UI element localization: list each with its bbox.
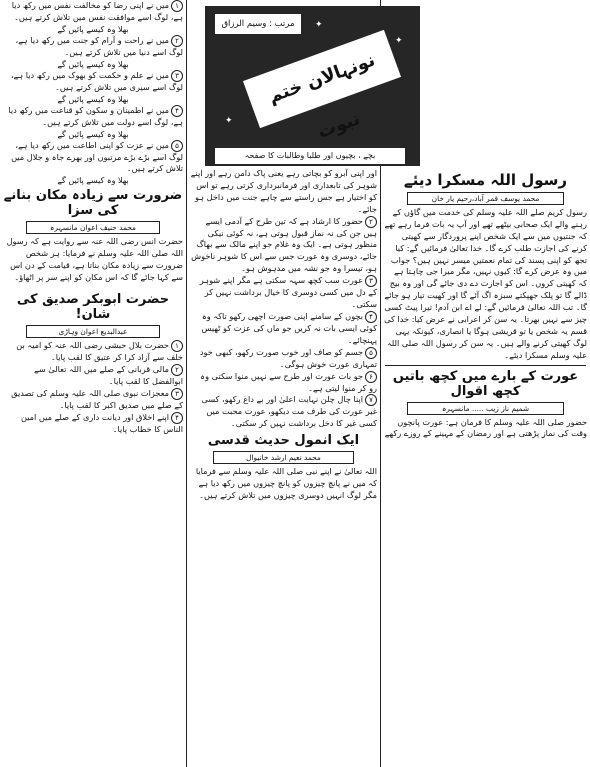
five-things-list	[0, 0, 186, 185]
star-icon: ✦	[225, 116, 233, 126]
article-body: رسول کریم صلے اللہ علیہ وسلم کی خدمت میں گاؤں کے رہنے والے ایک صحابی بیٹھے تھے اور آپ یہ بات فرما رہے تھے کہ جنتیوں میں سے ایک شخص اپنے پروردگار سے کھیتی کرنے کی اجازت طلب کرے گا۔ خدا تعالیٰ فرمائیں گے: کیا تجھ کو اپنی پسند کی تمام نعمتیں میسر نہیں ہیں؟ جواب میں وہ عرض کرے گا: کیوں نہیں، مگر میرا جی چاہتا ہے کہ کھیتی کروں۔ اس کو اجازت دے دی جائے گی اور وہ بیج ڈالے گا تو پلک جھپکتے سبزہ اگ آئے گا اور کھیت تیار ہو جائے گا۔ تب اللہ تعالیٰ فرمائیں گے: لے اے ابن آدم! تیرا پیٹ کسی چیز سے نہیں بھرتا۔ یہ سن کر اعرابی نے عرض کیا: خدا کی قسم یہ شخص یا تو قریشی ہوگا یا انصاری، کیونکہ یہی لوگ کھیتی کرنے والے ہیں۔ یہ سن کر رسول اللہ صلی اللہ علیہ وسلم مسکرا دیئے۔	[384, 207, 587, 360]
item-number: ۶	[365, 371, 377, 383]
list-item	[3, 364, 183, 388]
item-text: عورت سب کچھ سہہ سکتی ہے مگر اپنے شوہر کے دل میں کسی دوسری کا خیال برداشت نہیں کر سکتی۔	[199, 275, 377, 310]
item-text: اپنے اخلاق اور دیانت داری کے صلے میں امین الناس کا خطاب پایا۔	[20, 411, 183, 434]
byline: عبدالبدیع اعوان وہاڑی	[26, 325, 160, 338]
list-item	[3, 140, 183, 176]
item-number: ۳	[171, 70, 183, 82]
item-text: میں نے اطمینان و سکون کو قناعت میں رکھ دیا ہے، لوگ اسے دولت میں تلاش کرتے ہیں۔	[8, 104, 183, 127]
item-text: معجزات نبوی صلی اللہ علیہ وسلم کی تصدیق کے صلے میں صدیق اکبر کا لقب پایا۔	[11, 387, 183, 410]
item-text: جسم کو صاف اور خوب صورت رکھو، کبھی خود تمہاری عورت خوش ہوگی۔	[199, 346, 377, 369]
article-body: حضرت انس رضی اللہ عنہ سے روایت ہے کہ رسول اللہ صلی اللہ علیہ وسلم نے فرمایا: ہر شخص ضرورت سے زیادہ مکان بناتا ہے، قیامت کے دن اس سے کہا جائے گا کہ اس مکان کو اپنے سر پر اٹھاؤ۔	[6, 236, 183, 283]
item-number: ۴	[171, 105, 183, 117]
divider	[385, 365, 586, 366]
refrain: بھلا وہ کیسے پائیں گے	[57, 24, 129, 34]
item-text: میں نے راحت و آرام کو جنت میں رکھ دیا ہے، لوگ اسے دنیا میں تلاش کرتے ہیں۔	[15, 34, 183, 57]
masthead	[205, 6, 420, 166]
article-body: اللہ تعالیٰ نے اپنے نبی صلی اللہ علیہ وسلم سے فرمایا کہ میں نے پانچ چیزوں کو پانچ چیزوں میں رکھ دیا ہے مگر لوگ انہیں دوسری چیزوں میں تلاش کرتے ہیں۔	[195, 466, 377, 501]
item-number: ۲	[171, 35, 183, 47]
intro-text: اور اپنی آبرو کو بچاتی رہے یعنی پاک دامن رہے اور اپنے شوہر کی تابعداری اور فرمانبرداری کرتی رہے تو اس کو اختیار ہے جس راستے سے چاہے جنت میں داخل ہو جائے۔	[190, 168, 377, 214]
item-number: ۲	[365, 216, 377, 228]
list-item	[3, 70, 183, 94]
masthead-editor: مرتب : وسیم الرزاق	[215, 14, 301, 34]
refrain: بھلا وہ کیسے پائیں گے	[57, 94, 129, 104]
item-text: بچوں کے سامنے اپنی صورت اچھی رکھو تاکہ وہ کوئی ایسی بات نہ کریں جو ماں کی عزت کو ٹھیس پہنچائے۔	[201, 310, 377, 345]
star-icon: ✦	[395, 36, 403, 46]
list-item	[190, 371, 377, 395]
item-number: ۱	[171, 340, 183, 352]
item-number: ۵	[365, 347, 377, 359]
item-number: ۳	[171, 388, 183, 400]
column-left	[0, 0, 187, 767]
refrain: بھلا وہ کیسے پائیں گے	[57, 59, 129, 69]
list-item	[190, 347, 377, 371]
item-number: ۷	[365, 394, 377, 406]
list-item	[3, 105, 183, 129]
item-number: ۵	[171, 140, 183, 152]
article-title-house-punishment: ضرورت سے زیادہ مکان بنانے کی سزا	[3, 188, 183, 219]
star-icon: ✦	[315, 20, 323, 30]
item-number: ۳	[365, 275, 377, 287]
masthead-tagline: بچے ، بچیوں اور طلبا وطالبات کا صفحہ	[215, 148, 405, 164]
list-item	[3, 388, 183, 412]
byline: محمد حنیف اعوان مانسہرہ	[26, 221, 160, 234]
item-text: اپنا چال چلن نہایت اعلیٰ اور بے داغ رکھو، کسی غیر عورت کی طرف مت دیکھو، عورت محبت میں کسی غیر کا دخل برداشت نہیں کر سکتی۔	[201, 394, 377, 429]
list-item	[3, 340, 183, 364]
item-text: میں نے علم و حکمت کو بھوک میں رکھ دیا ہے، لوگ اسے سیری میں تلاش کرتے ہیں۔	[10, 69, 183, 92]
refrain: بھلا وہ کیسے پائیں گے	[57, 129, 129, 139]
list-item	[190, 216, 377, 276]
item-number: ۴	[171, 412, 183, 424]
item-number: ۱	[171, 0, 183, 12]
masthead-title: نونہالان ختم نبوت	[243, 30, 401, 128]
list-item	[3, 412, 183, 436]
item-number: ۴	[365, 311, 377, 323]
item-text: حضور کا ارشاد ہے کہ تین طرح کے آدمی ایسے ہیں جن کی نہ نماز قبول ہوتی ہے، نہ کوئی نیکی منظور ہوتی ہے۔ ایک وہ غلام جو اپنے مالک سے بھاگ جائے، دوسری وہ عورت جس سے اس کا شوہر ناخوش ہو، تیسرا وہ جو نشہ میں مدہوش ہو۔	[191, 215, 377, 274]
item-number: ۲	[171, 364, 183, 376]
item-text: جو بات عورت اور طرح سے نہیں منوا سکتی وہ رو کر منوا لیتی ہے۔	[200, 370, 377, 393]
byline: محمد یوسف قمر آباد،رحیم یار خان	[407, 192, 564, 205]
item-text: میں نے اپنی رضا کو مخالفت نفس میں رکھ دیا ہے، لوگ اسے موافقت نفس میں تلاش کرتے ہیں۔	[11, 0, 183, 22]
sayings-list	[187, 216, 380, 431]
abu-bakr-list	[0, 340, 186, 436]
article-body: حضور صلی اللہ علیہ وسلم کا فرمان ہے: عورت پانچوں وقت کی نماز پڑھتی ہے اور رمضان کے مہینے کے روزے رکھے	[384, 416, 587, 439]
item-text: حضرت بلال حبشی رضی اللہ عنہ کو امیہ بن خلف سے آزاد کرا کر عتیق کا لقب پایا۔	[16, 339, 183, 362]
list-item	[190, 311, 377, 347]
article-title-women: عورت کے بارے میں کچھ باتیں کچھ اقوال	[392, 368, 579, 399]
item-text: مالی قربانی کے صلے میں اللہ تعالیٰ سے ابوالفضل کا لقب پایا۔	[34, 363, 183, 386]
article-title-prophet-smiled: رسول اللہ مسکرا دیئے	[403, 171, 568, 189]
refrain: بھلا وہ کیسے پائیں گے	[57, 176, 129, 186]
byline: محمد نعیم ارشد خانیوال	[213, 451, 354, 464]
item-text: میں نے عزت کو اپنی اطاعت میں رکھ دیا ہے، لوگ اسے بڑے بڑے مرتبوں اور بھرے جاہ و جلال میں تلاش کرتے ہیں۔	[11, 139, 183, 174]
list-item	[3, 0, 183, 24]
article-title-hadith: ایک انمول حدیث قدسی	[207, 433, 360, 449]
list-item	[190, 394, 377, 430]
list-item	[3, 35, 183, 59]
byline: شمیم ناز زیب ..... مانسہرہ	[407, 402, 564, 415]
list-item	[190, 275, 377, 311]
article-title-abu-bakr: حضرت ابوبکر صدیق کی شان!	[16, 291, 170, 322]
